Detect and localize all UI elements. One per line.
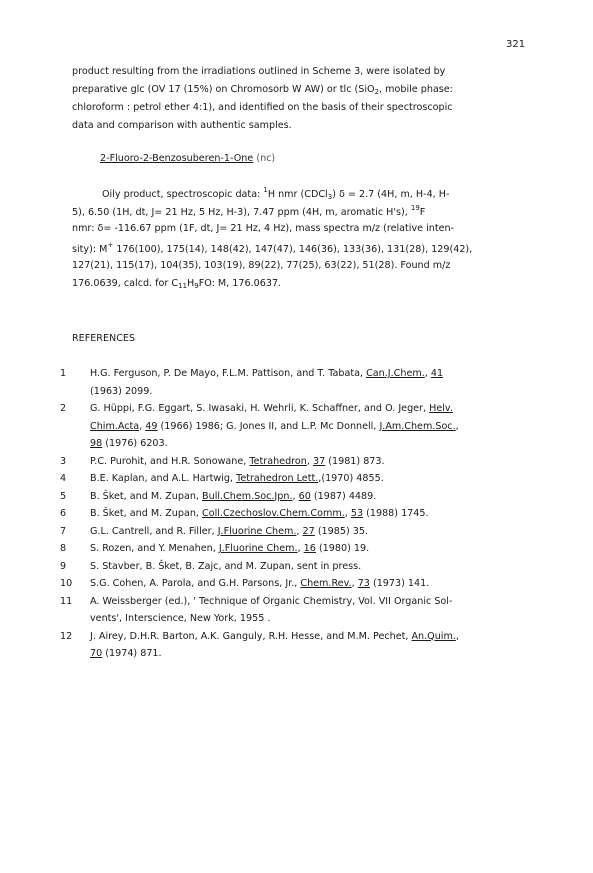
spectro-line: [72, 241, 472, 255]
reference-text: (1988) 1745.: [363, 508, 429, 519]
reference-citation: 73: [357, 578, 370, 589]
spectro-text: ) δ = 2.7 (4H, m, H-4, H-: [332, 189, 450, 200]
reference-text: ,: [292, 490, 299, 502]
page-number: 321: [506, 39, 526, 50]
intro-line: chloroform : petrol ether 4:1), and identified on the basis of their spectroscopic: [72, 102, 453, 113]
reference-number: 6: [60, 508, 67, 519]
reference-text: (1987) 4489.: [310, 490, 377, 502]
reference-line: [90, 386, 152, 397]
spectro-text: 176.0639, calcd. for C: [72, 278, 179, 289]
reference-citation: Coll.Czechoslov.Chem.Comm.: [202, 508, 345, 519]
reference-text: (1980) 19.: [315, 543, 370, 554]
reference-citation: 60: [298, 490, 311, 502]
spectro-line: [72, 278, 281, 290]
reference-citation: Chem.Rev.: [300, 578, 352, 589]
spectro-text: H nmr (CDCl: [267, 189, 328, 200]
spectro-sub: 11: [178, 282, 188, 290]
reference-text: (1985) 35.: [314, 525, 369, 537]
reference-citation: 70: [90, 648, 103, 659]
reference-text: S.G. Cohen, A. Parola, and G.H. Parsons, Jr.,: [90, 578, 301, 589]
reference-line: [90, 648, 162, 659]
reference-line: [90, 491, 376, 502]
reference-text: ,: [306, 455, 313, 467]
reference-text: S. Rozen, and Y. Menahen,: [90, 543, 219, 554]
reference-citation: J.Am.Chem.Soc.: [379, 420, 456, 432]
reference-text: ,: [351, 578, 358, 589]
reference-text: P.C. Purohit, and H.R. Sonowane,: [90, 455, 250, 467]
reference-line: [90, 526, 368, 537]
reference-text: G.L. Cantrell, and R. Filler,: [90, 525, 218, 537]
intro-subscript: 2: [374, 88, 380, 96]
reference-line: [90, 578, 429, 589]
reference-line: [90, 403, 453, 414]
reference-citation: An.Quim.: [411, 630, 456, 642]
intro-line: [72, 84, 453, 96]
reference-number: 10: [60, 578, 73, 589]
spectro-text: H: [187, 278, 195, 289]
reference-citation: 41: [430, 368, 444, 379]
spectro-line: [72, 204, 425, 218]
reference-citation: 49: [145, 420, 158, 432]
reference-text: vents', Interscience, New York, 1955 .: [90, 613, 271, 624]
reference-text: (1981) 873.: [325, 455, 385, 467]
reference-citation: Tetrahedron Lett.: [236, 473, 319, 484]
reference-text: ,: [455, 420, 459, 432]
reference-text: B. Šket, and M. Zupan,: [90, 508, 203, 519]
reference-number: 2: [60, 403, 67, 414]
spectro-line: [102, 186, 449, 201]
spectro-text: FO: M, 176.0637.: [198, 278, 282, 289]
reference-line: [90, 561, 361, 572]
reference-line: [90, 473, 384, 484]
compound-name: 2-Fluoro-2-Benzosuberen-1-One: [100, 153, 254, 164]
spectro-text: Oily product, spectroscopic data:: [102, 189, 264, 200]
spectro-text: 5), 6.50 (1H, dt, J= 21 Hz, 5 Hz, H-3), 7.47 ppm (4H, m, aromatic H's),: [72, 207, 411, 218]
reference-number: 9: [60, 560, 67, 572]
reference-number: 4: [60, 473, 67, 484]
spectro-sub: 3: [327, 193, 333, 201]
reference-line: [90, 421, 459, 432]
reference-line: [90, 596, 452, 607]
spectro-line: nmr: δ= -116.67 ppm (1F, dt, J= 21 Hz, 4 Hz), mass spectra m/z (relative inten-: [72, 223, 455, 234]
reference-text: ,: [139, 420, 146, 432]
intro-line: data and comparison with authentic samples.: [72, 120, 292, 131]
reference-citation: Can.J.Chem.: [366, 368, 425, 379]
reference-text: ,(1970) 4855.: [318, 473, 384, 484]
reference-text: (1973) 141.: [369, 578, 430, 589]
spectro-text: F: [419, 207, 426, 218]
reference-number: 11: [60, 595, 73, 607]
reference-text: ,: [296, 525, 303, 537]
reference-number: 1: [60, 368, 67, 379]
spectro-sub: 9: [194, 282, 199, 290]
reference-citation: 27: [302, 525, 315, 537]
spectro-sup: 1: [263, 186, 268, 194]
reference-citation: 53: [350, 508, 364, 519]
spectro-sup: 19: [410, 204, 420, 212]
reference-text: ,: [297, 543, 304, 554]
reference-text: (1966) 1986; G. Jones II, and L.P. Mc Donnell,: [157, 420, 380, 432]
compound-heading: [100, 153, 562, 164]
reference-number: 12: [60, 630, 73, 642]
reference-text: (1963) 2099.: [90, 385, 153, 397]
compound-tag: (nc): [256, 153, 276, 164]
reference-number: 3: [60, 455, 67, 467]
reference-text: ,: [455, 630, 459, 642]
reference-citation: 37: [312, 455, 326, 467]
spectro-line: 127(21), 115(17), 104(35), 103(19), 89(22), 77(25), 63(22), 51(28). Found m/z: [72, 260, 451, 271]
reference-line: [90, 613, 270, 624]
reference-citation: J.Fluorine Chem.: [217, 525, 297, 537]
reference-line: [90, 543, 369, 554]
intro-line: product resulting from the irradiations outlined in Scheme 3, were isolated by: [72, 66, 446, 77]
reference-text: ,: [424, 368, 431, 379]
reference-text: S. Stavber, B. Šket, B. Zajc, and M. Zupan, sent in press.: [90, 560, 362, 572]
reference-citation: Chim.Acta: [90, 420, 140, 432]
reference-line: [90, 438, 168, 449]
reference-line: [90, 508, 429, 519]
reference-line: [90, 456, 385, 467]
reference-number: 7: [60, 525, 67, 537]
reference-line: [90, 368, 443, 379]
reference-citation: 98: [90, 438, 103, 449]
spectro-text: sity): M: [72, 244, 108, 255]
reference-citation: Bull.Chem.Soc.Jpn.: [202, 490, 293, 502]
spectro-sup: +: [107, 241, 114, 249]
reference-citation: 16: [303, 543, 316, 554]
reference-citation: Helv.: [429, 403, 453, 414]
reference-text: (1976) 6203.: [102, 438, 168, 449]
reference-text: B.E. Kaplan, and A.L. Hartwig,: [90, 473, 237, 484]
reference-number: 5: [60, 490, 67, 502]
reference-citation: J.Fluorine Chem.: [218, 543, 298, 554]
reference-text: G. Hüppi, F.G. Eggart, S. Iwasaki, H. Wehrli, K. Schaffner, and O. Jeger,: [90, 403, 430, 414]
reference-line: [90, 631, 459, 642]
intro-line-text: preparative glc (OV 17 (15%) on Chromosorb W AW) or tlc (SiO: [72, 84, 375, 95]
intro-line-tail: , mobile phase:: [379, 84, 453, 95]
reference-number: 8: [60, 543, 67, 554]
reference-text: B. Šket, and M. Zupan,: [90, 490, 203, 502]
reference-text: H.G. Ferguson, P. De Mayo, F.L.M. Pattison, and T. Tabata,: [90, 368, 367, 379]
reference-text: J. Airey, D.H.R. Barton, A.K. Ganguly, R.H. Hesse, and M.M. Pechet,: [90, 630, 412, 642]
reference-text: ,: [344, 508, 351, 519]
references-heading: REFERENCES: [72, 333, 136, 344]
spectro-text: 176(100), 175(14), 148(42), 147(47), 146(36), 133(36), 131(28), 129(42),: [113, 244, 473, 255]
reference-text: (1974) 871.: [102, 648, 162, 659]
reference-citation: Tetrahedron: [249, 455, 307, 467]
reference-text: A. Weissberger (ed.), ' Technique of Organic Chemistry, Vol. VII Organic Sol-: [90, 595, 453, 607]
